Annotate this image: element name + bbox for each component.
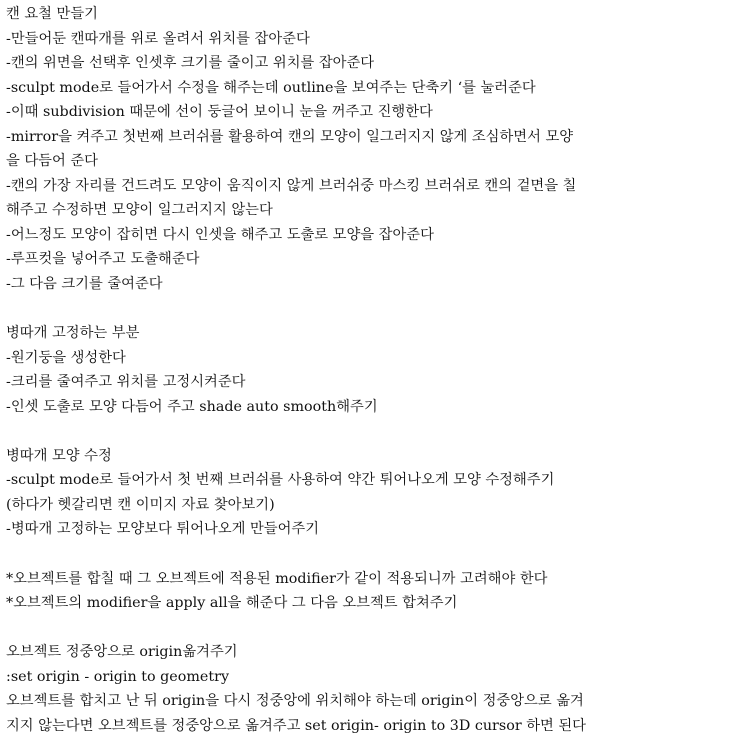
text-line: -만들어둔 캔따개를 위로 올려서 위치를 잡아준다 [6, 30, 310, 47]
section-opener-shape [6, 444, 739, 542]
text-line: 지지 않는다면 오브젝트를 정중앙으로 옮겨주고 set origin- origin to 3D cursor 하면 된다 [6, 717, 586, 734]
text-line: -병따개 고정하는 모양보다 튀어나오게 만들어주기 [6, 521, 320, 538]
spacer [6, 542, 739, 567]
spacer [6, 297, 739, 322]
document-body [6, 2, 739, 738]
text-line: -어느정도 모양이 잡히면 다시 인셋을 해주고 도출로 모양을 잡아준다 [6, 226, 434, 243]
note-line: *오브젝트를 합칠 때 그 오브젝트에 적용된 modifier가 같이 적용되니까 고려해야 한다 [6, 570, 548, 587]
text-line: :set origin - origin to geometry [6, 668, 230, 685]
text-line: -캔의 가장 자리를 건드려도 모양이 움직이지 않게 브러쉬중 마스킹 브러쉬로 캔의 겉면을 칠 [6, 177, 577, 194]
text-line: 오브젝트를 합치고 난 뒤 origin을 다시 정중앙에 위치해야 하는데 origin이 정중앙으로 옮겨 [6, 693, 584, 710]
text-line: -루프컷을 넣어주고 도출해준다 [6, 251, 200, 268]
text-line: -이때 subdivision 때문에 선이 둥글어 보이니 눈을 꺼주고 진행한다 [6, 104, 433, 121]
text-line: -그 다음 크기를 줄여준다 [6, 276, 163, 293]
spacer [6, 419, 739, 444]
section-heading: 병따개 고정하는 부분 [6, 325, 140, 342]
section-origin [6, 640, 739, 738]
spacer [6, 616, 739, 641]
section-notes [6, 567, 739, 616]
text-line: (하다가 헷갈리면 캔 이미지 자료 찾아보기) [6, 496, 275, 513]
section-heading: 병따개 모양 수정 [6, 447, 112, 464]
section-opener-mount [6, 321, 739, 419]
text-line: -mirror을 켜주고 첫번째 브러쉬를 활용하여 캔의 모양이 일그러지지 않게 조심하면서 모양 [6, 128, 574, 145]
text-line: -캔의 위면을 선택후 인셋후 크기를 줄이고 위치를 잡아준다 [6, 55, 375, 72]
text-line: -인셋 도출로 모양 다듬어 주고 shade auto smooth해주기 [6, 398, 378, 415]
section-can-emboss [6, 2, 739, 297]
text-line: -sculpt mode로 들어가서 수정을 해주는데 outline을 보여주는 단축키 ‘를 눌러준다 [6, 79, 536, 96]
text-line: -크리를 줄여주고 위치를 고정시켜준다 [6, 374, 246, 391]
text-line: 해주고 수정하면 모양이 일그러지지 않는다 [6, 202, 273, 219]
section-heading: 오브젝트 정중앙으로 origin옮겨주기 [6, 644, 238, 661]
text-line: -sculpt mode로 들어가서 첫 번째 브러쉬를 사용하여 약간 튀어나오게 모양 수정해주기 [6, 472, 555, 489]
note-line: *오브젝트의 modifier을 apply all을 해준다 그 다음 오브젝트 합쳐주기 [6, 595, 458, 612]
text-line: 을 다듬어 준다 [6, 153, 98, 170]
section-heading: 캔 요철 만들기 [6, 6, 98, 22]
text-line: -원기둥을 생성한다 [6, 349, 126, 366]
